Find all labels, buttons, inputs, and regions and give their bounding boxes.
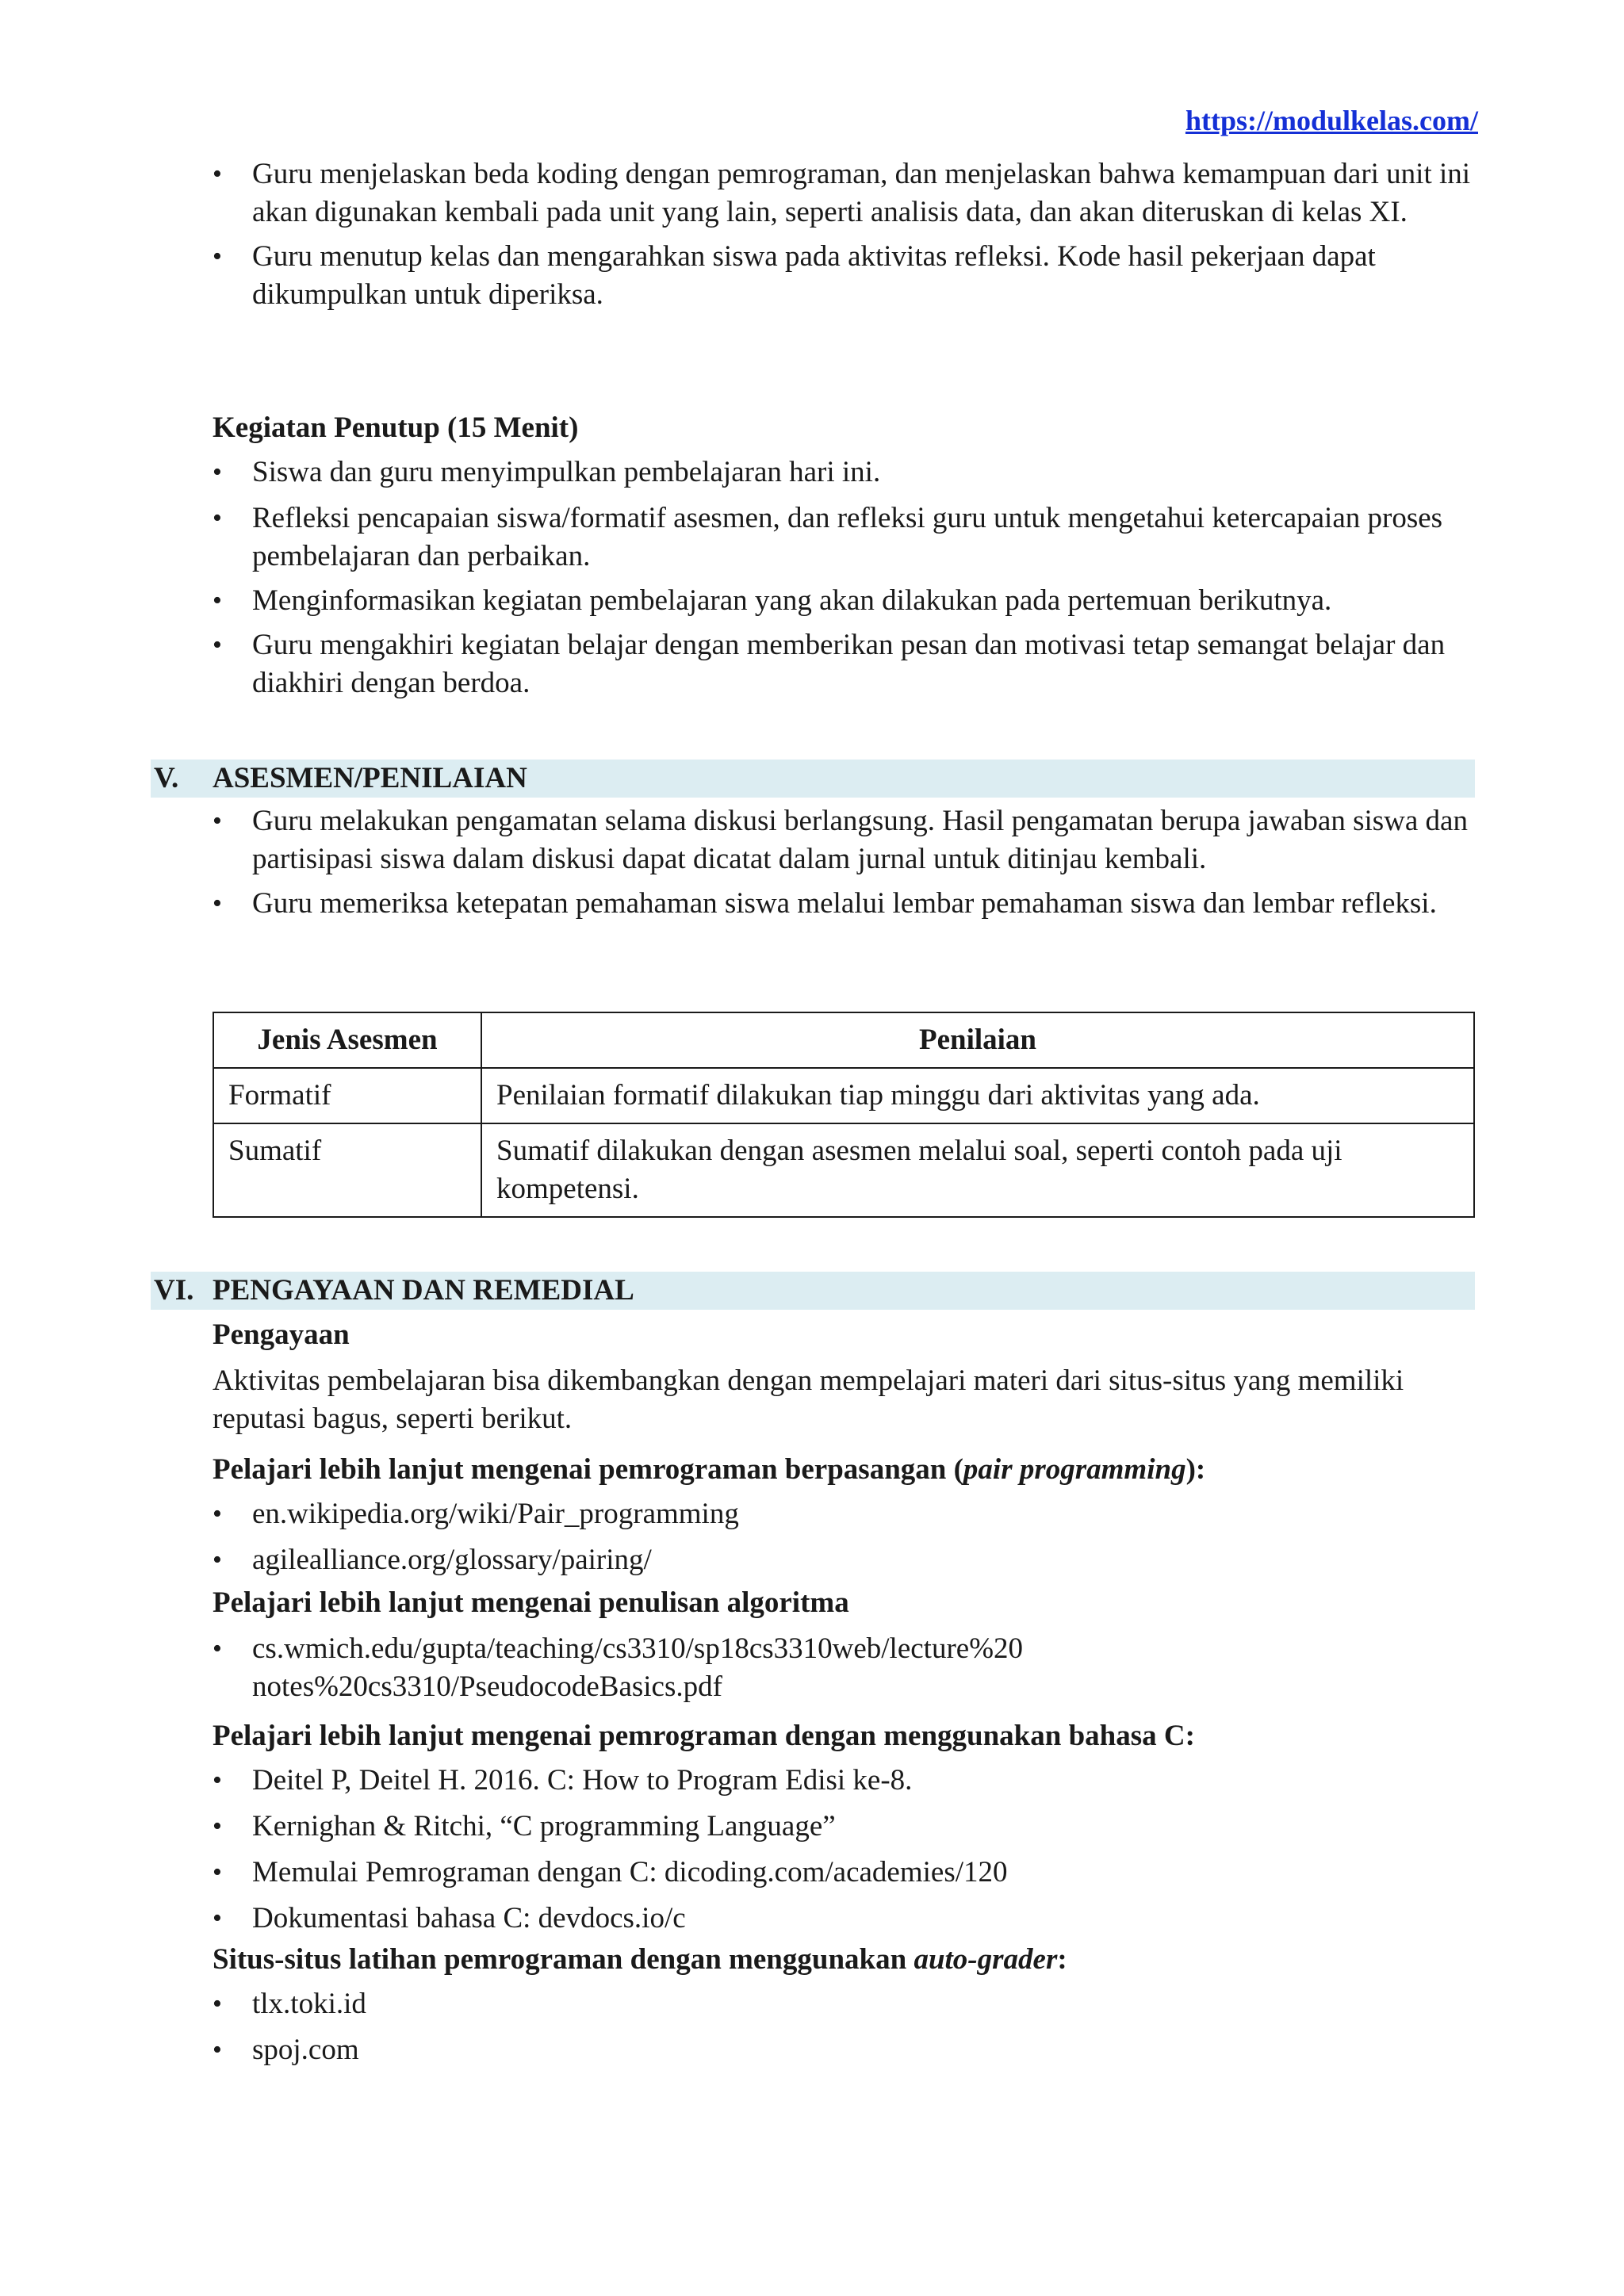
list-item: • Memulai Pemrograman dengan C: dicoding.com/academies/120: [213, 1854, 1481, 1892]
list-item: • Guru memeriksa ketepatan pemahaman siswa melalui lembar pemahaman siswa dan lembar refleksi.: [213, 885, 1481, 923]
group-3-heading: Pelajari lebih lanjut mengenai pemrograman dengan menggunakan bahasa C:: [213, 1720, 1195, 1752]
penutup-heading: Kegiatan Penutup (15 Menit): [213, 411, 579, 444]
table-cell: Sumatif: [213, 1123, 481, 1217]
list-item: • Guru melakukan pengamatan selama diskusi berlangsung. Hasil pengamatan berupa jawaban siswa dan partisipasi siswa dalam diskusi dapat dicatat dalam jurnal untuk ditinjau kembali.: [213, 802, 1481, 878]
list-item: • Guru menutup kelas dan mengarahkan siswa pada aktivitas refleksi. Kode hasil pekerjaan dapat dikumpulkan untuk diperiksa.: [213, 238, 1481, 314]
list-item: • Guru mengakhiri kegiatan belajar dengan memberikan pesan dan motivasi tetap semangat belajar dan diakhiri dengan berdoa.: [213, 626, 1481, 702]
list-item: • agilealliance.org/glossary/pairing/: [213, 1541, 1481, 1579]
list-item: • cs.wmich.edu/gupta/teaching/cs3310/sp18cs3310web/lecture%20 notes%20cs3310/PseudocodeBasics.pdf: [213, 1630, 1362, 1706]
list-item: • Dokumentasi bahasa C: devdocs.io/c: [213, 1900, 1481, 1938]
group-4-heading: Situs-situs latihan pemrograman dengan menggunakan auto-grader:: [213, 1943, 1067, 1976]
group-2-heading: Pelajari lebih lanjut mengenai penulisan algoritma: [213, 1586, 849, 1619]
table-header-cell: Jenis Asesmen: [213, 1012, 481, 1068]
pengayaan-intro: Aktivitas pembelajaran bisa dikembangkan dengan mempelajari materi dari situs-situs yang memiliki reputasi bagus, seperti berikut.: [213, 1364, 1404, 1435]
table-header-cell: Penilaian: [481, 1012, 1474, 1068]
list-item: • Kernighan & Ritchi, “C programming Language”: [213, 1808, 1481, 1846]
assessment-table: [213, 1012, 1475, 1218]
section-5-bullet-list: [213, 802, 1481, 923]
list-item: • en.wikipedia.org/wiki/Pair_programming: [213, 1495, 1481, 1533]
list-item: • Siswa dan guru menyimpulkan pembelajaran hari ini.: [213, 453, 1481, 492]
penutup-bullet-list: [213, 453, 1481, 702]
section-6-header: [151, 1272, 1475, 1310]
group-4-list: [213, 1985, 1481, 2069]
list-item: • tlx.toki.id: [213, 1985, 1481, 2023]
table-row: [213, 1068, 1474, 1123]
list-item: • Refleksi pencapaian siswa/formatif asesmen, dan refleksi guru untuk mengetahui ketercapaian proses pembelajaran dan perbaikan.: [213, 499, 1481, 576]
group-1-list: [213, 1495, 1481, 1579]
section-6-number: VI.: [154, 1274, 194, 1307]
group-1-heading: Pelajari lebih lanjut mengenai pemrograman berpasangan (pair programming):: [213, 1453, 1206, 1486]
table-row: [213, 1123, 1474, 1217]
list-item: • Deitel P, Deitel H. 2016. C: How to Program Edisi ke-8.: [213, 1762, 1481, 1800]
group-3-list: [213, 1762, 1481, 1938]
group-2-list: [213, 1630, 1481, 1706]
section-5-title: ASESMEN/PENILAIAN: [213, 762, 527, 794]
pengayaan-subtitle: Pengayaan: [213, 1318, 350, 1351]
list-item: • Guru menjelaskan beda koding dengan pemrograman, dan menjelaskan bahwa kemampuan dari unit ini akan digunakan kembali pada unit yang lain, seperti analisis data, dan akan diteruskan di kelas XI.: [213, 155, 1481, 232]
section-5-header: [151, 760, 1475, 798]
table-cell: Formatif: [213, 1068, 481, 1123]
table-cell: Sumatif dilakukan dengan asesmen melalui soal, seperti contoh pada uji kompetensi.: [481, 1123, 1474, 1217]
table-cell: Penilaian formatif dilakukan tiap minggu dari aktivitas yang ada.: [481, 1068, 1474, 1123]
section-6-title: PENGAYAAN DAN REMEDIAL: [213, 1274, 634, 1307]
list-item: • spoj.com: [213, 2031, 1481, 2069]
list-item: • Menginformasikan kegiatan pembelajaran yang akan dilakukan pada pertemuan berikutnya.: [213, 582, 1481, 620]
table-header-row: [213, 1012, 1474, 1068]
header-url-link[interactable]: https://modulkelas.com/: [1185, 105, 1478, 136]
section-5-number: V.: [154, 762, 179, 794]
top-bullet-list: [213, 155, 1481, 314]
